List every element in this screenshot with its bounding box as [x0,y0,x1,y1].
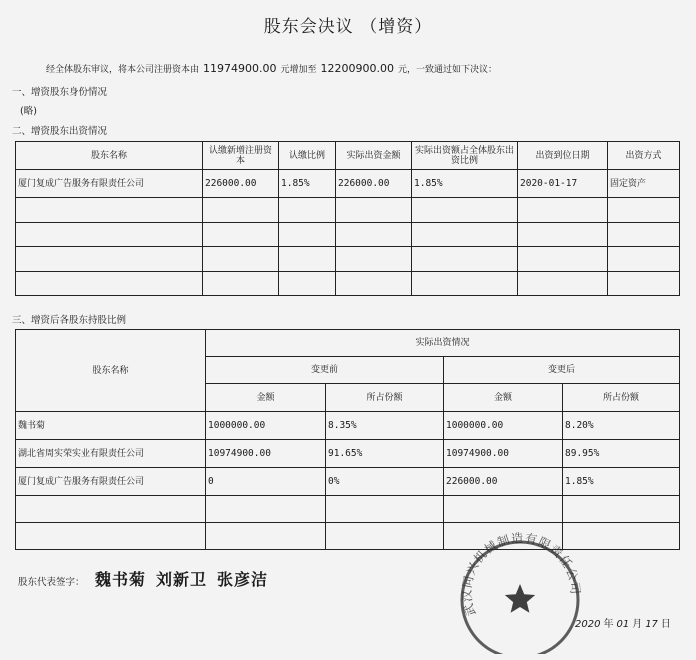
t1-header-name: 股东名称 [16,142,203,170]
intro-text [46,62,497,75]
t1-header-subscribed: 认缴新增注册资本 [203,142,279,170]
table2-header-row1 [16,330,680,357]
t2-cell-amount-before: 10974900.00 [206,440,326,468]
section1-body: (略) [20,106,37,117]
from-capital: 11974900.00 [203,62,277,75]
t2-header-share-before: 所占份额 [326,384,444,412]
t2-header-after: 变更后 [444,357,680,384]
table1-header-row [16,142,680,170]
empty-row [16,198,680,223]
table-row [16,170,680,198]
t2-cell-amount-before: 1000000.00 [206,412,326,440]
t2-header-before: 变更前 [206,357,444,384]
t1-header-actual: 实际出资金额 [336,142,412,170]
t2-cell-amount-after: 10974900.00 [444,440,563,468]
empty-row [16,223,680,247]
t1-cell-actual-ratio: 1.85% [412,170,518,198]
signature-name: 刘新卫 [156,570,208,589]
t2-cell-name: 湖北省周实荣实业有限责任公司 [16,440,206,468]
t2-cell-share-before: 0% [326,468,444,496]
t2-cell-amount-after: 1000000.00 [444,412,563,440]
t2-cell-amount-before: 0 [206,468,326,496]
t2-header-name: 股东名称 [16,330,206,412]
section2-heading: 二、增资股东出资情况 [12,126,108,137]
date-month-unit: 月 [632,619,643,630]
t1-cell-date: 2020-01-17 [518,170,608,198]
date-year-unit: 年 [603,619,614,630]
company-seal-icon [448,528,592,654]
t2-cell-amount-after: 226000.00 [444,468,563,496]
empty-row [16,247,680,272]
t2-header-actual: 实际出资情况 [206,330,680,357]
signature-label: 股东代表签字： [18,577,85,588]
t1-cell-ratio: 1.85% [279,170,336,198]
intro-part3: 元，一致通过如下决议： [398,65,498,75]
signature-name: 魏书菊 [95,570,147,589]
t1-cell-method: 固定资产 [608,170,680,198]
t2-cell-name: 魏书菊 [16,412,206,440]
date-day-unit: 日 [660,619,671,630]
t2-cell-share-after: 89.95% [563,440,680,468]
t2-header-amount-before: 金额 [206,384,326,412]
t2-cell-share-before: 91.65% [326,440,444,468]
shareholding-table [15,329,680,550]
signatures [95,567,278,590]
table-row [16,412,680,440]
t2-header-amount-after: 金额 [444,384,563,412]
document-date [575,615,674,630]
t1-header-actual-ratio: 实际出资额占全体股东出资比例 [412,142,518,170]
t2-cell-share-after: 8.20% [563,412,680,440]
date-month: 01 [616,619,630,630]
signature-name: 张彦洁 [217,570,269,589]
capital-contribution-table [15,141,680,296]
t2-header-share-after: 所占份额 [563,384,680,412]
t1-header-ratio: 认缴比例 [279,142,336,170]
t2-cell-name: 厦门复成广告服务有限责任公司 [16,468,206,496]
date-year: 2020 [575,619,601,630]
intro-part2: 元增加至 [280,65,317,75]
seal-text: 武汉同兴机械制造有限责任公司 [459,530,583,618]
empty-row [16,496,680,523]
t1-header-method: 出资方式 [608,142,680,170]
section1-heading: 一、增资股东身份情况 [12,87,108,98]
t2-cell-share-after: 1.85% [563,468,680,496]
t1-header-date: 出资到位日期 [518,142,608,170]
empty-row [16,272,680,296]
t2-cell-share-before: 8.35% [326,412,444,440]
table-row [16,468,680,496]
t1-cell-actual: 226000.00 [336,170,412,198]
date-day: 17 [645,619,658,630]
document-title: 股东会决议 （增资） [263,17,433,37]
table-row [16,440,680,468]
t1-cell-subscribed: 226000.00 [203,170,279,198]
t1-cell-name: 厦门复成广告服务有限责任公司 [16,170,203,198]
to-capital: 12200900.00 [320,62,394,75]
intro-part1: 经全体股东审议，将本公司注册资本由 [46,65,200,75]
section3-heading: 三、增资后各股东持股比例 [12,315,127,326]
